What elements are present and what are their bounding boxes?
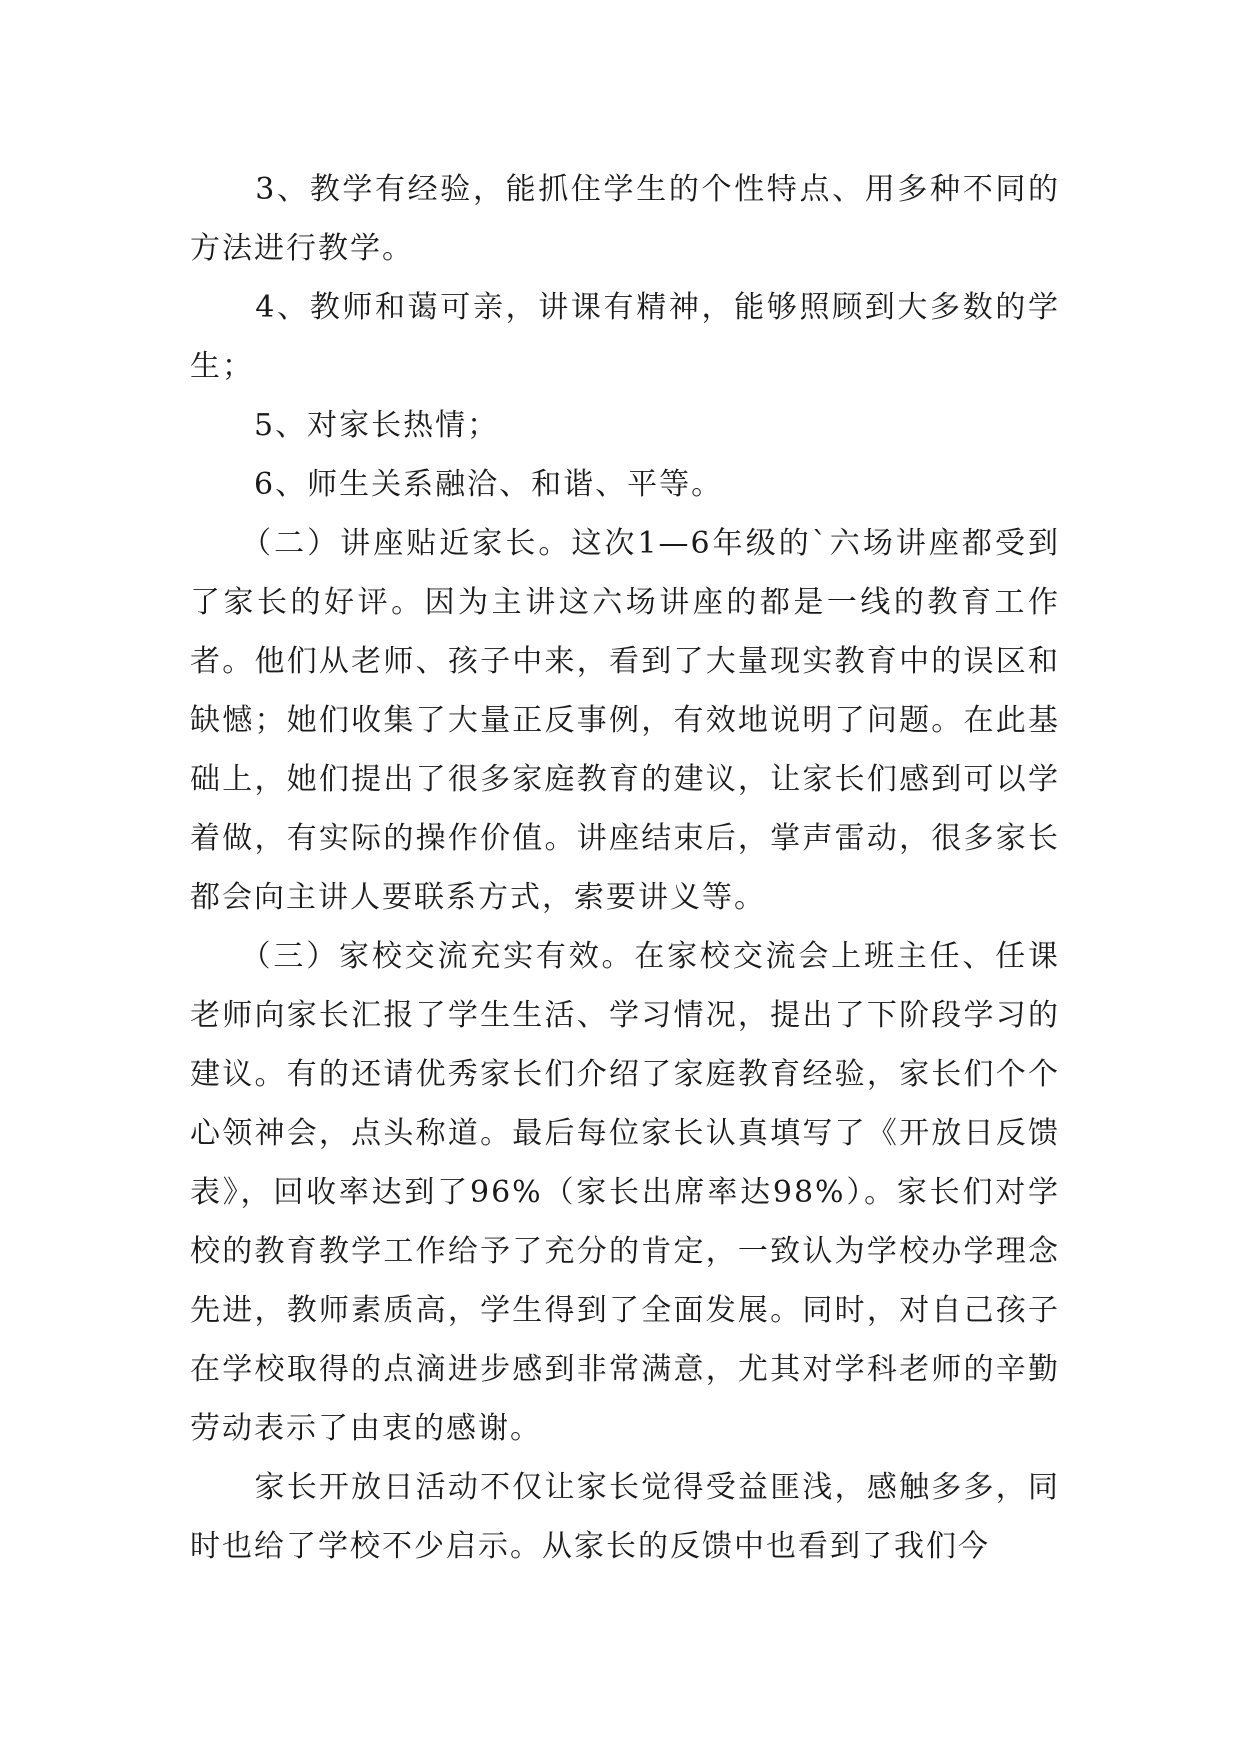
document-body — [190, 160, 1060, 1576]
paragraph-open-day-conclusion: 家长开放日活动不仅让家长觉得受益匪浅，感触多多，同时也给了学校不少启示。从家长的反馈中也看到了我们今 — [190, 1470, 1060, 1564]
paragraph-lectures: （二）讲座贴近家长。这次1—6年级的`六场讲座都受到了家长的好评。因为主讲这六场讲座的都是一线的教育工作者。他们从老师、孩子中来，看到了大量现实教育中的误区和缺憾；她们收集了大量正反事例，有效地说明了问题。在此基础上，她们提出了很多家庭教育的建议，让家长们感到可以学着做，有实际的操作价值。讲座结束后，掌声雷动，很多家长都会向主讲人要联系方式，索要讲义等。 — [190, 526, 1060, 915]
paragraph-item-4: 4、教师和蔼可亲，讲课有精神，能够照顾到大多数的学生； — [190, 290, 1060, 384]
paragraph-home-school-exchange: （三）家校交流充实有效。在家校交流会上班主任、任课老师向家长汇报了学生生活、学习情况，提出了下阶段学习的建议。有的还请优秀家长们介绍了家庭教育经验，家长们个个心领神会，点头称道。最后每位家长认真填写了《开放日反馈表》，回收率达到了96%（家长出席率达98%）。家长们对学校的教育教学工作给予了充分的肯定，一致认为学校办学理念先进，教师素质高，学生得到了全面发展。同时，对自己孩子在学校取得的点滴进步感到非常满意，尤其对学科老师的辛勤劳动表示了由衷的感谢。 — [190, 939, 1060, 1446]
paragraph-item-3: 3、教学有经验，能抓住学生的个性特点、用多种不同的方法进行教学。 — [190, 172, 1060, 266]
paragraph-item-5: 5、对家长热情； — [190, 408, 500, 443]
paragraph-item-6: 6、师生关系融洽、和谐、平等。 — [190, 467, 724, 502]
